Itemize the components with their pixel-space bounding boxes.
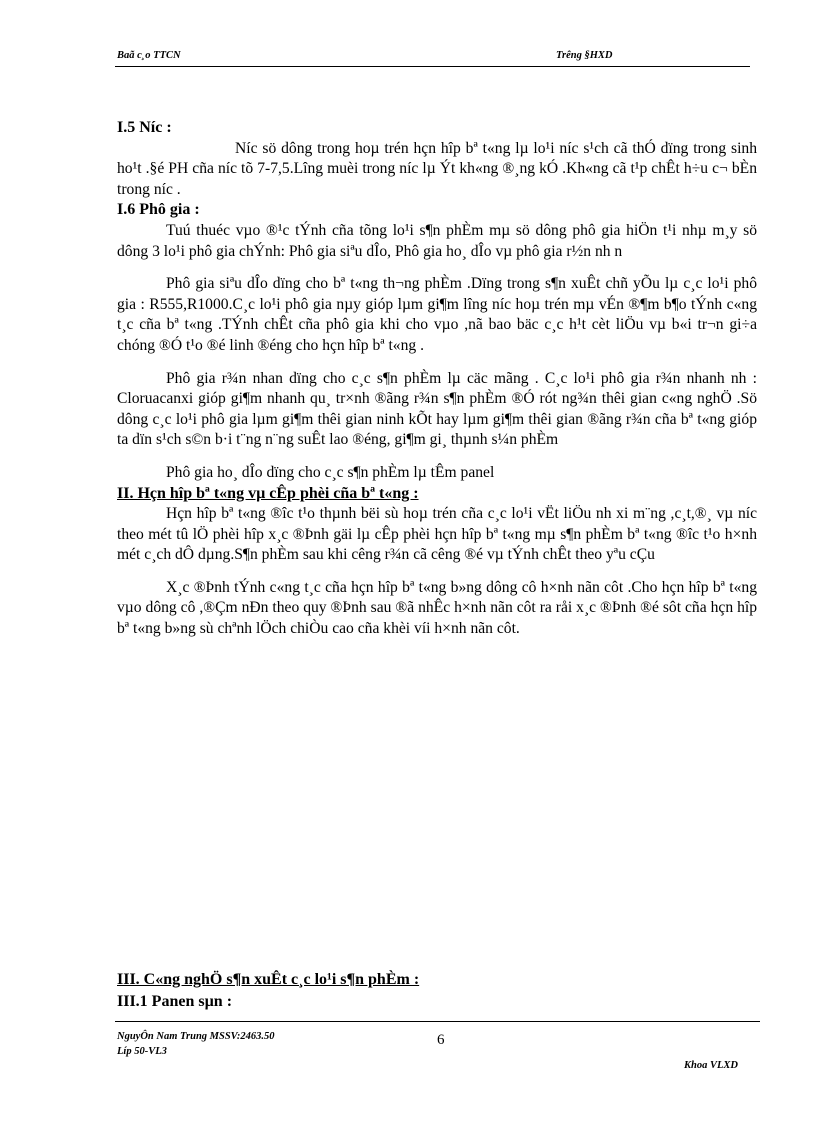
section-heading-water: I.5 Níc : xyxy=(117,119,172,136)
section-heading-production: III. C«ng nghÖ s¶n xuÊt c¸c lo¹i s¶n phÈm : xyxy=(117,971,420,988)
page-number: 6 xyxy=(437,1032,445,1048)
paragraph-slump-test: X¸c ®Þnh tÝnh c«ng t¸c cña hçn hîp bª t«ng b»ng dông cô h×nh nãn côt .Cho hçn hîp bª t«ng vµo dông cô ,®Çm nÐn theo quy ®Þnh sau ®ã nhÊc h×nh nãn côt ra råi x¸c ®Þnh ®é sôt cña hçn hîp bª t«ng b»ng sù chªnh lÖch chiÒu cao cña khèi víi h×nh nãn côt. xyxy=(117,578,757,638)
subsection-heading-panel: III.1 Panen sµn : xyxy=(117,993,233,1010)
header-divider xyxy=(115,66,750,67)
footer-author: NguyÔn Nam Trung MSSV:2463.50 xyxy=(117,1031,275,1042)
section-heading-additives: I.6 Phô gia : xyxy=(117,201,200,219)
paragraph-additives-intro: Tuú thuéc vµo ®¹c tÝnh cña tõng lo¹i s¶n phÈm mµ sö dông phô gia hiÖn t¹i nhµ m¸y sö dông 3 lo¹i phô gia chÝnh: Phô gia siªu dÎo, Phô gia ho¸ dÎo vµ phô gia r½n nh n xyxy=(117,221,757,260)
header-left-title: Baã c¸o TTCN xyxy=(117,50,181,61)
footer-class: Líp 50-VL3 xyxy=(117,1046,167,1057)
document-body xyxy=(117,118,757,640)
header-right-school: Trêng §HXD xyxy=(556,50,613,61)
footer-divider xyxy=(115,1021,760,1022)
section-heading-concrete-mix: II. Hçn hîp bª t«ng vµ cÊp phèi cña bª t«ng : xyxy=(117,484,419,502)
footer-department: Khoa VLXD xyxy=(684,1060,738,1071)
paragraph-superplasticizer: Phô gia siªu dÎo dïng cho bª t«ng th¬ng phÈm .Dïng trong s¶n xuÊt chñ yÕu lµ c¸c lo¹i phô gia : R555,R1000.C¸c lo¹i phô gia nµy gióp lµm gi¶m lîng níc hoµ trén mµ vÉn ®¶m b¶o tÝnh c«ng t¸c cña bª t«ng .TÝnh chÊt cña phô gia khi cho vµo ,nã bao bäc c¸c h¹t cèt liÖu vµ b«i tr¬n gi÷a chóng ®Ó t¹o ®é linh ®éng cho hçn hîp bª t«ng . xyxy=(117,275,757,354)
paragraph-concrete-mix: Hçn hîp bª t«ng ®îc t¹o thµnh bëi sù hoµ trén cña c¸c lo¹i vËt liÖu nh xi m¨ng ,c¸t,®¸ vµ níc theo mét tû lÖ phèi hîp x¸c ®Þnh gäi lµ cÊp phèi hçn hîp bª t«ng mµ s¶n phÈm bª t«ng ®îc t¹o h×nh mét c¸ch dÔ dµng.S¶n phÈm sau khi cêng r¾n cã cêng ®é vµ tÝnh chÊt theo yªu cÇu xyxy=(117,505,757,564)
paragraph-water: Níc sö dông trong hoµ trén hçn hîp bª t«ng lµ lo¹i níc s¹ch cã thÓ dïng trong sinh ho¹t .§é PH cña níc tõ 7-7,5.Lîng muèi trong níc lµ Ýt kh«ng ®¸ng kÓ .Kh«ng cã t¹p chÊt h÷u c¬ bÈn trong níc . xyxy=(117,139,757,198)
paragraph-plasticizer: Phô gia ho¸ dÎo dïng cho c¸c s¶n phÈm lµ tÊm panel xyxy=(166,463,495,481)
paragraph-accelerator: Phô gia r¾n nhan dïng cho c¸c s¶n phÈm lµ cäc mãng . C¸c lo¹i phô gia r¾n nhanh nh : Cloruacanxi gióp gi¶m nhanh qu¸ tr×nh ®ãng r¾n s¶n phÈm ®Ó rót ng¾n thêi gian c«ng nghÖ .Sö dông c¸c lo¹i phô gia lµm gi¶m thêi gian ninh kÕt hay lµm gi¶m thêi gian ®ãng r¾n cña bª t«ng gióp ta dïn s¹ch s©n b·i t¨ng n¨ng suÊt lao ®éng, gi¶m gi¸ thµnh s¼n phÈm xyxy=(117,369,757,449)
section-production xyxy=(117,969,757,1013)
